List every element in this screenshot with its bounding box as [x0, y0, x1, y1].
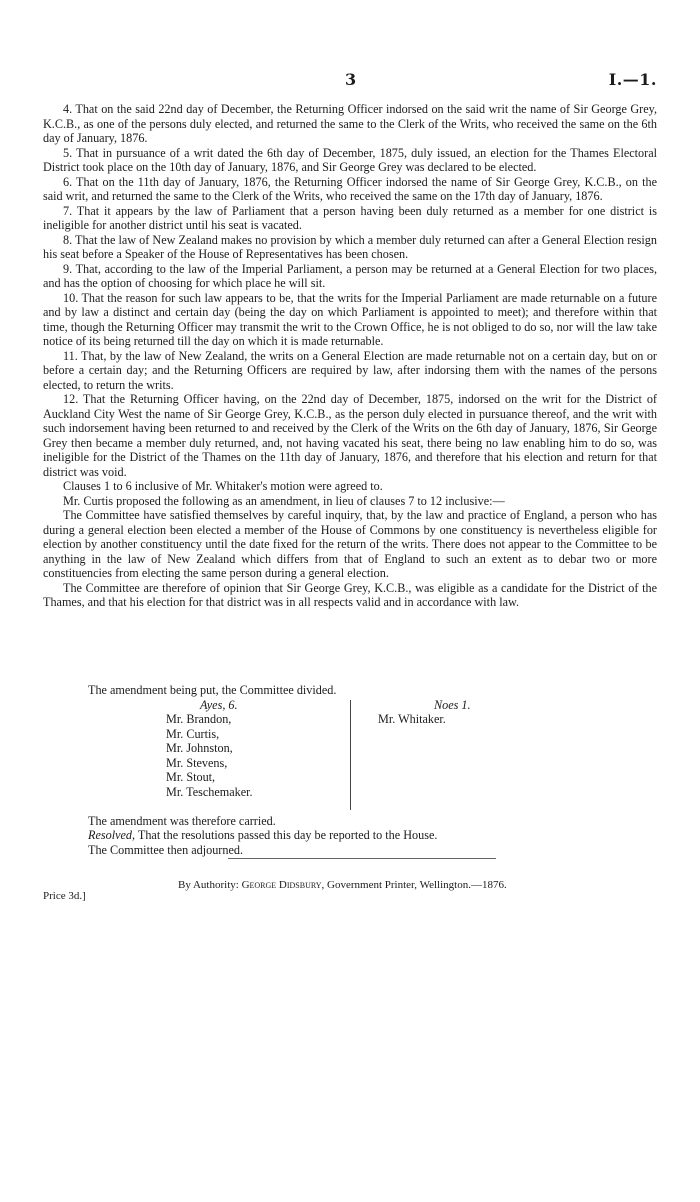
- price: Price 3d.]: [43, 890, 86, 902]
- aye-name: Mr. Johnston,: [166, 741, 233, 755]
- division-result: The amendment was therefore carried.: [88, 813, 276, 828]
- vote-divider: [350, 700, 351, 810]
- resolved-text: That the resolutions passed this day be reported to the House.: [135, 828, 438, 842]
- paragraph-10: 10. That the reason for such law appears to be, that the writs for the Imperial Parliament are made returnable on a future and by law a distinct and certain day (being the day on which Parliament is appointed to meet); and therefore within that time, though the Returning Officer may transmit the writ to the Crown Office, he is not obliged to do so, nor will the law take notice of its being returned till the day on which it is made returnable.: [43, 290, 657, 348]
- division-intro: The amendment being put, the Committee divided.: [88, 683, 337, 697]
- amendment-proposal: Mr. Curtis proposed the following as an amendment, in lieu of clauses 7 to 12 inclusive:—: [63, 493, 505, 508]
- aye-name: Mr. Stevens,: [166, 755, 228, 770]
- noes-list: [378, 698, 471, 727]
- resolution: [88, 828, 648, 843]
- resolved-label: Resolved,: [88, 828, 136, 842]
- paragraph-7: 7. That it appears by the law of Parliament that a person having been duly returned as a member for one district is ineligible for another district until his seat is vacated.: [43, 203, 657, 232]
- page-number: 3: [345, 70, 357, 89]
- ayes-heading: Ayes, 6.: [200, 697, 238, 712]
- division-section: [88, 683, 648, 857]
- report-body: [43, 102, 657, 610]
- aye-name: Mr. Stout,: [166, 770, 216, 784]
- paragraph-8: 8. That the law of New Zealand makes no provision by which a member duly returned can after a General Election resign his seat before a Speaker of the House of Representatives has been chosen.: [43, 232, 657, 261]
- authority-suffix: , Government Printer, Wellington.—1876.: [321, 879, 507, 891]
- printer-name: George Didsbury: [241, 879, 322, 891]
- noe-name: Mr. Whitaker.: [378, 712, 446, 726]
- noes-heading: Noes 1.: [434, 697, 471, 712]
- clauses-agreed: Clauses 1 to 6 inclusive of Mr. Whitaker's motion were agreed to.: [63, 479, 383, 493]
- paragraph-6: 6. That on the 11th day of January, 1876, the Returning Officer indorsed the name of Sir George Grey, K.C.B., on the said writ, and returned the same to the Clerk of the Writs, who received the same on the 17th day of January, 1876.: [43, 174, 657, 203]
- ayes-list: [166, 698, 253, 800]
- document-reference: I.—1.: [608, 70, 657, 89]
- paragraph-11: 11. That, by the law of New Zealand, the writs on a General Election are made returnable not on a certain day, but on or before a certain day; and the Returning Officers are required by law, after indorsing them with the names of the persons elected, to return the writs.: [43, 348, 657, 392]
- paragraph-12: 12. That the Returning Officer having, on the 22nd day of December, 1875, indorsed on the writ for the District of Auckland City West the name of Sir George Grey, K.C.B., as the person duly elected in pursuance thereof, and the writ with such indorsement having been returned to and received by the Clerk of the Writs on the 6th day of January, 1876, Sir George Grey then became a member duly returned, and, not having vacated his seat, there being no law enabling him to do so, was ineligible for the District of the Thames on the 11th day of January, 1876, and therefore that his election and return for that district was void.: [43, 392, 657, 479]
- amendment-text-1: The Committee have satisfied themselves by careful inquiry, that, by the law and practice of England, a person who has during a general election been elected a member of the House of Commons by one constituency is nevertheless eligible for election by another constituency until the date fixed for the return of the writs. There does not appear to the Committee to be anything in the law of New Zealand which differs from that of England to such an extent as to debar two or more constituencies from electing the same person during a general election.: [43, 508, 657, 580]
- paragraph-9: 9. That, according to the law of the Imperial Parliament, a person may be returned at a General Election for two places, and has the option of choosing for which place he will sit.: [43, 261, 657, 290]
- aye-name: Mr. Teschemaker.: [166, 784, 253, 799]
- printer-imprint: [178, 879, 507, 891]
- authority-prefix: By Authority:: [178, 879, 242, 891]
- aye-name: Mr. Curtis,: [166, 726, 220, 741]
- adjournment: The Committee then adjourned.: [88, 842, 244, 857]
- aye-name: Mr. Brandon,: [166, 712, 232, 726]
- amendment-text-2: The Committee are therefore of opinion that Sir George Grey, K.C.B., was eligible as a candidate for the District of the Thames, and that his election for that district was in all respects valid and in accordance with law.: [43, 580, 657, 609]
- vote-lists: [88, 698, 648, 814]
- paragraph-5: 5. That in pursuance of a writ dated the 6th day of December, 1875, duly issued, an election for the Thames Electoral District took place on the 10th day of January, 1876, and Sir George Grey was declared to be elected.: [43, 145, 657, 174]
- footer-rule: [228, 858, 496, 859]
- paragraph-4: 4. That on the said 22nd day of December, the Returning Officer indorsed on the said writ the name of Sir George Grey, K.C.B., as one of the persons duly elected, and returned the same to the Clerk of the Writs, who received the same on the 6th day of January, 1876.: [43, 102, 657, 145]
